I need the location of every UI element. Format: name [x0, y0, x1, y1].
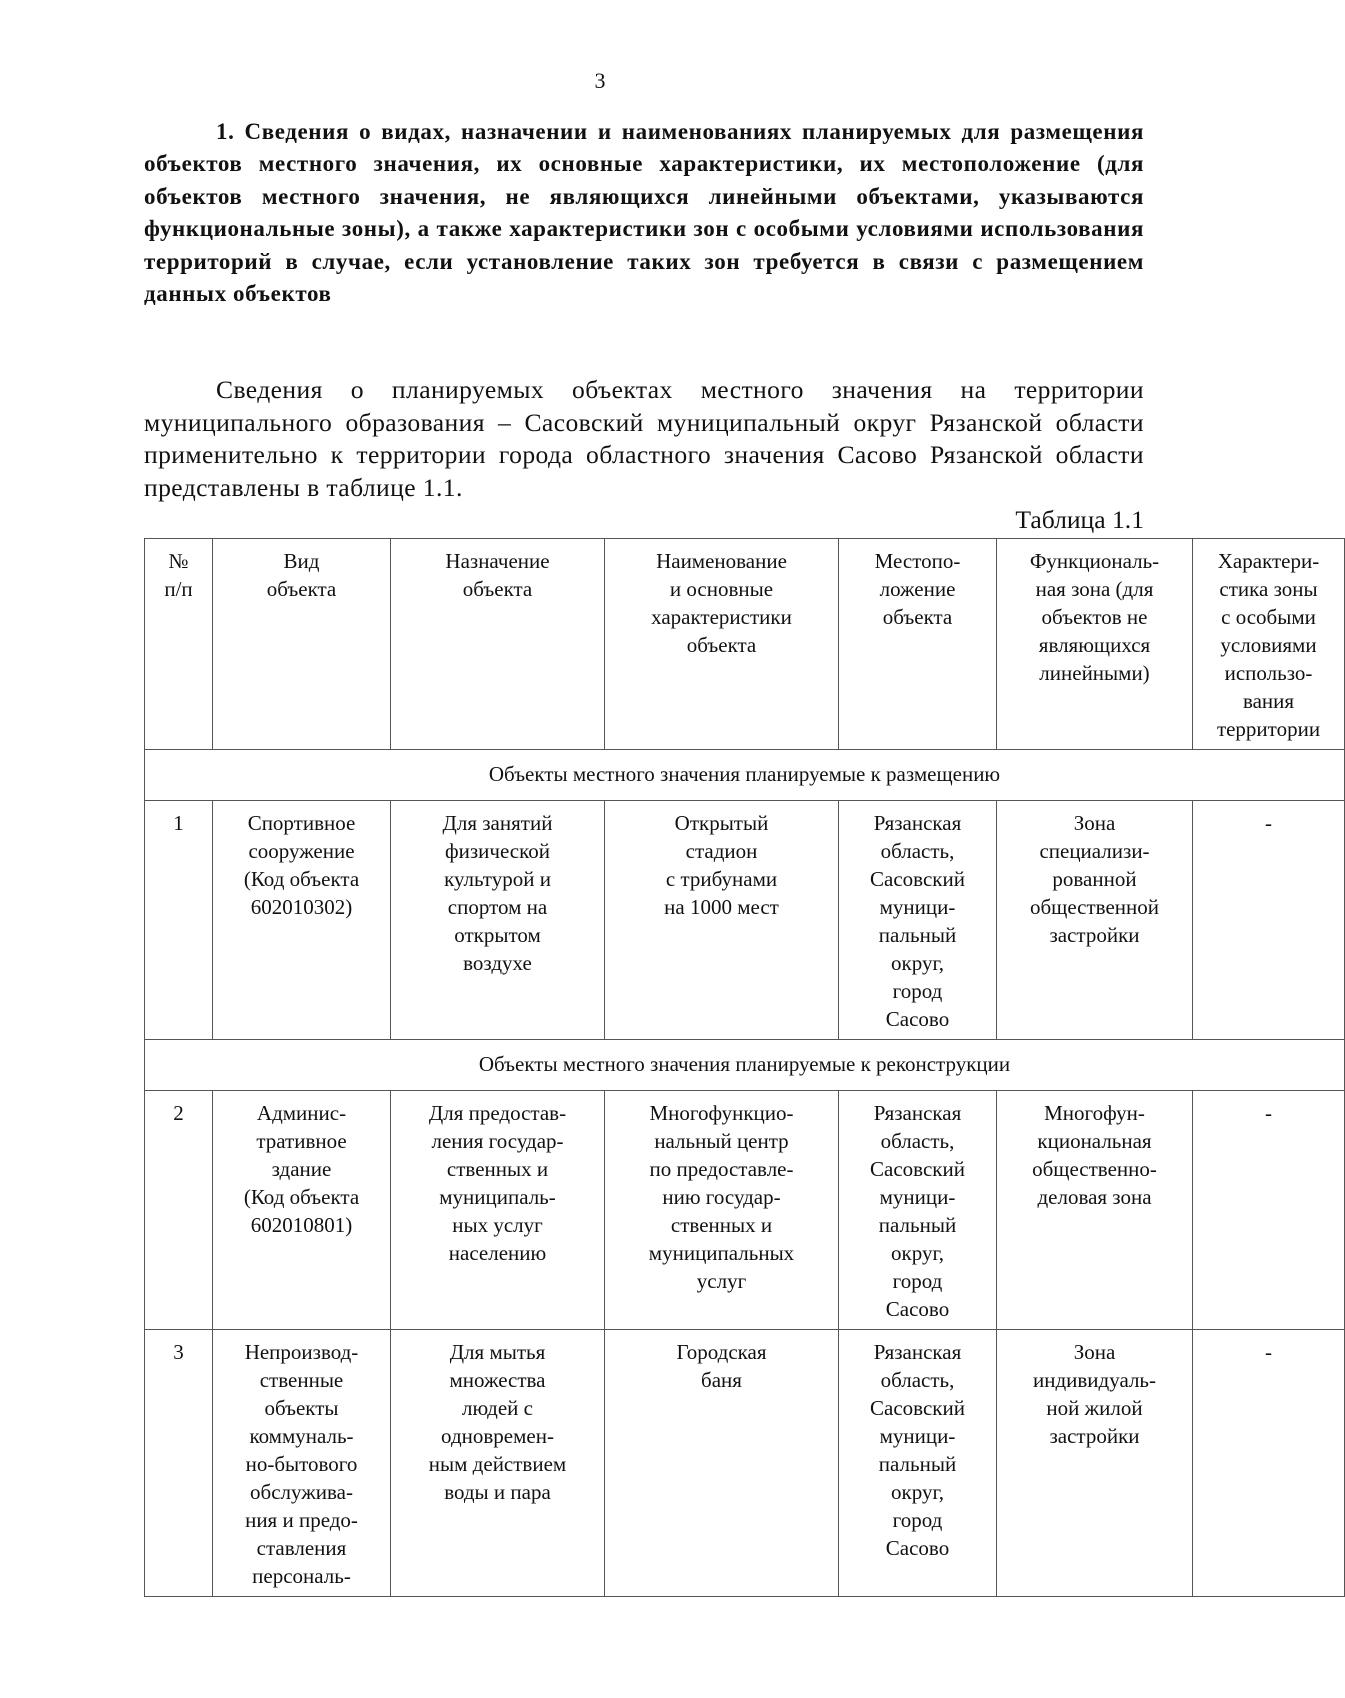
table-cell: Рязанская область, Сасовский муници- пальный округ, город Сасово	[839, 1330, 997, 1597]
header-cell-number: № п/п	[145, 539, 213, 750]
table-cell: 1	[145, 801, 213, 1040]
header-cell-functional-zone: Функциональ- ная зона (для объектов не являющихся линейными)	[997, 539, 1193, 750]
table-row	[145, 801, 1345, 1040]
table-cell: Открытый стадион с трибунами на 1000 мест	[605, 801, 839, 1040]
table-cell: Зона индивидуаль- ной жилой застройки	[997, 1330, 1193, 1597]
table-cell: Зона специализи- рованной общественной застройки	[997, 801, 1193, 1040]
table-cell: -	[1193, 801, 1345, 1040]
table-row	[145, 1091, 1345, 1330]
section-title-reconstruction: Объекты местного значения планируемые к реконструкции	[145, 1040, 1345, 1091]
header-cell-name: Наименование и основные характеристики объекта	[605, 539, 839, 750]
table-section-row	[145, 750, 1345, 801]
table-cell: -	[1193, 1330, 1345, 1597]
table-cell: Рязанская область, Сасовский муници- пальный округ, город Сасово	[839, 1091, 997, 1330]
table-cell: 2	[145, 1091, 213, 1330]
table-cell: -	[1193, 1091, 1345, 1330]
table-cell: Рязанская область, Сасовский муници- пальный округ, город Сасово	[839, 801, 997, 1040]
table-row	[145, 1330, 1345, 1597]
table-cell: Многофун- кциональная общественно- деловая зона	[997, 1091, 1193, 1330]
table-cell: Для мытья множества людей с одновремен- ным действием воды и пара	[391, 1330, 605, 1597]
header-cell-location: Местопо- ложение объекта	[839, 539, 997, 750]
table-cell: Непроизвод- ственные объекты коммуналь- но-бытового обслужива- ния и предо- ставления персональ-	[213, 1330, 391, 1597]
table-cell: 3	[145, 1330, 213, 1597]
table-header-row	[145, 539, 1345, 750]
intro-paragraph: Сведения о планируемых объектах местного значения на территории муниципального образования – Сасовский муниципальный округ Рязанской области применительно к территории города областного значения Сасово Рязанской области представлены в таблице 1.1.	[144, 375, 1144, 502]
table-cell: Многофункцио- нальный центр по предоставле- нию государ- ственных и муниципальных услуг	[605, 1091, 839, 1330]
planned-objects-table	[144, 538, 1345, 1597]
header-cell-object-type: Вид объекта	[213, 539, 391, 750]
page-number: 3	[594, 68, 606, 93]
table-cell: Спортивное сооружение (Код объекта 602010302)	[213, 801, 391, 1040]
header-cell-special-zone: Характери- стика зоны с особыми условиями использо- вания территории	[1193, 539, 1345, 750]
table-cell: Админис- тративное здание (Код объекта 602010801)	[213, 1091, 391, 1330]
table-cell: Для предостав- ления государ- ственных и муниципаль- ных услуг населению	[391, 1091, 605, 1330]
section-heading: 1. Сведения о видах, назначении и наименованиях планируемых для размещения объектов местного значения, их основные характеристики, их местоположение (для объектов местного значения, не являющихся линейными объектами, указываются функциональные зоны), а также характеристики зон с особыми условиями использования территорий в случае, если установление таких зон требуется в связи с размещением данных объектов	[144, 119, 1144, 307]
table-cell: Для занятий физической культурой и спортом на открытом воздухе	[391, 801, 605, 1040]
section-title-placement: Объекты местного значения планируемые к размещению	[145, 750, 1345, 801]
header-cell-purpose: Назначение объекта	[391, 539, 605, 750]
table-caption: Таблица 1.1	[1015, 505, 1144, 534]
table-cell: Городская баня	[605, 1330, 839, 1597]
table-section-row	[145, 1040, 1345, 1091]
